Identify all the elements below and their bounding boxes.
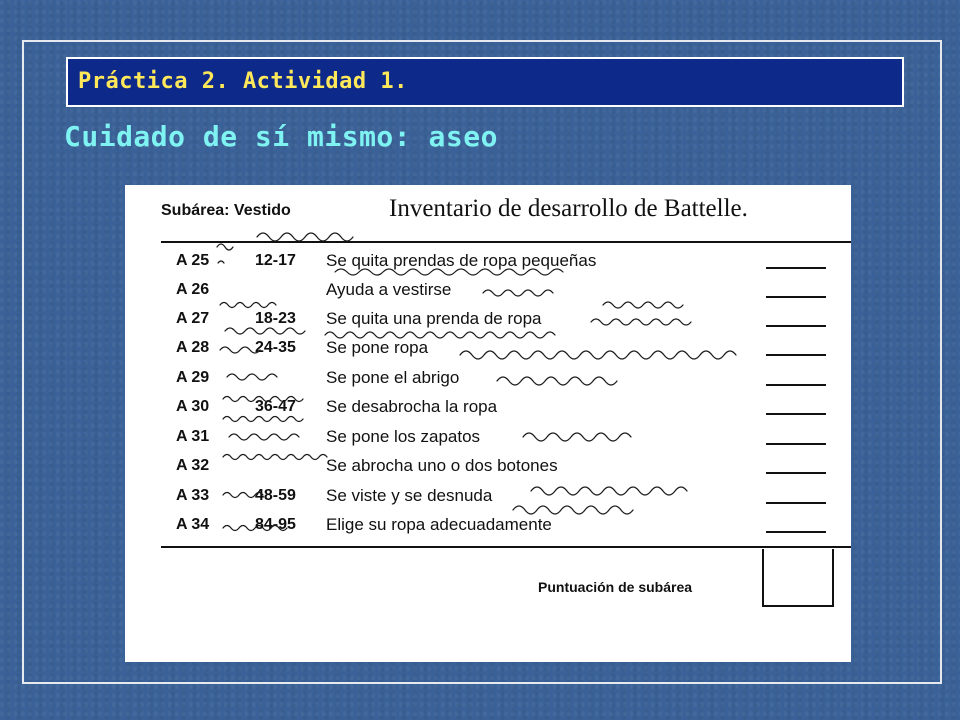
scanned-form xyxy=(125,185,851,662)
score-blank xyxy=(766,413,826,415)
item-age: 12-17 xyxy=(255,252,296,269)
item-code: A 34 xyxy=(176,516,210,533)
item-row xyxy=(125,365,851,394)
item-age: 18-23 xyxy=(255,310,296,327)
title-box xyxy=(66,57,904,107)
item-row xyxy=(125,424,851,453)
item-age: 24-35 xyxy=(255,339,296,356)
score-box xyxy=(762,549,834,607)
item-age: 48-59 xyxy=(255,487,296,504)
item-code: A 30 xyxy=(176,398,210,415)
item-code: A 28 xyxy=(176,339,210,356)
item-description: Se pone los zapatos xyxy=(326,427,481,446)
item-description: Se quita prendas de ropa pequeñas xyxy=(326,251,597,270)
item-code: A 33 xyxy=(176,487,210,504)
item-row xyxy=(125,335,851,364)
item-row xyxy=(125,248,851,277)
score-label: Puntuación de subárea xyxy=(538,579,693,595)
score-blank xyxy=(766,354,826,356)
item-description: Ayuda a vestirse xyxy=(326,280,452,299)
score-blank xyxy=(766,443,826,445)
item-code: A 27 xyxy=(176,310,210,327)
table-top-rule xyxy=(161,241,851,243)
item-age: 36-47 xyxy=(255,398,296,415)
item-code: A 32 xyxy=(176,457,210,474)
item-row xyxy=(125,277,851,306)
item-code: A 31 xyxy=(176,428,210,445)
item-description: Elige su ropa adecuadamente xyxy=(326,515,552,534)
item-description: Se pone el abrigo xyxy=(326,368,460,387)
score-blank xyxy=(766,502,826,504)
item-description: Se desabrocha la ropa xyxy=(326,397,498,416)
score-blank xyxy=(766,267,826,269)
item-description: Se viste y se desnuda xyxy=(326,486,493,505)
item-description: Se abrocha uno o dos botones xyxy=(326,456,558,475)
item-row xyxy=(125,483,851,512)
score-blank xyxy=(766,384,826,386)
item-row xyxy=(125,306,851,335)
item-row xyxy=(125,394,851,423)
inventory-caption: Inventario de desarrollo de Battelle. xyxy=(389,195,748,222)
item-code: A 25 xyxy=(176,252,210,269)
score-blank xyxy=(766,472,826,474)
score-blank xyxy=(766,296,826,298)
item-code: A 26 xyxy=(176,281,210,298)
score-blank xyxy=(766,531,826,533)
slide-subtitle: Cuidado de sí mismo: aseo xyxy=(64,120,498,153)
table-bottom-rule xyxy=(161,546,851,548)
item-age: 84-95 xyxy=(255,516,296,533)
item-description: Se quita una prenda de ropa xyxy=(326,309,542,328)
slide-title: Práctica 2. Actividad 1. xyxy=(68,59,902,105)
item-code: A 29 xyxy=(176,369,210,386)
item-row xyxy=(125,453,851,482)
item-row xyxy=(125,512,851,541)
score-blank xyxy=(766,325,826,327)
item-description: Se pone ropa xyxy=(326,338,429,357)
subarea-title: Subárea: Vestido xyxy=(161,202,291,219)
